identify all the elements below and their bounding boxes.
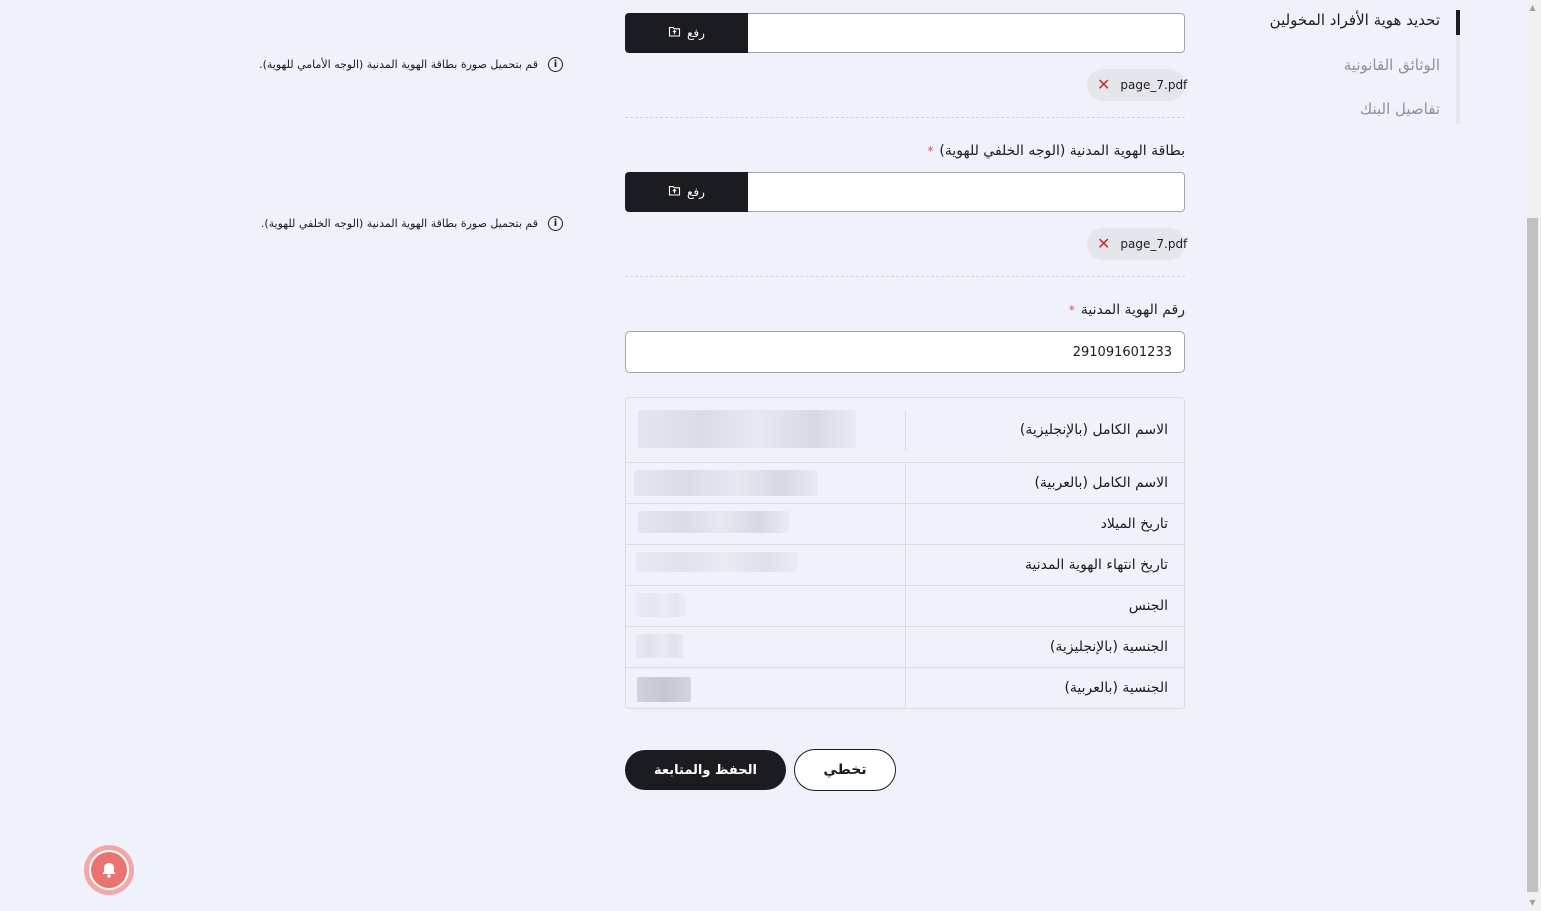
steps-active-indicator: [1456, 10, 1460, 35]
redacted-value: [636, 593, 686, 617]
front-id-hint: [259, 57, 563, 72]
column-separator: [905, 668, 906, 708]
close-icon[interactable]: ✕: [1097, 75, 1111, 94]
row-label: تاريخ انتهاء الهوية المدنية: [1025, 557, 1168, 573]
column-separator: [905, 545, 906, 585]
skip-button[interactable]: تخطي: [794, 749, 896, 791]
civil-id-input[interactable]: [625, 331, 1185, 373]
civil-id-value: 291091601233: [1072, 344, 1172, 360]
redacted-value: [638, 410, 856, 448]
table-row: [626, 462, 1184, 503]
column-separator: [905, 627, 906, 667]
info-icon: i: [548, 57, 563, 72]
table-row: [626, 585, 1184, 626]
redacted-value: [636, 634, 684, 658]
scroll-down-icon[interactable]: ▼: [1529, 898, 1536, 907]
scrollbar-thumb[interactable]: [1527, 218, 1538, 892]
front-id-file-field[interactable]: [748, 13, 1185, 53]
redacted-value: [636, 552, 798, 572]
front-id-upload-button[interactable]: [625, 13, 748, 53]
required-mark: *: [927, 144, 934, 158]
steps-nav: [1240, 0, 1462, 124]
file-name: page_7.pdf: [1120, 237, 1188, 251]
bell-icon: [89, 850, 129, 890]
required-mark: *: [1068, 303, 1075, 317]
row-label: الجنس: [1128, 598, 1168, 614]
redacted-value: [638, 511, 789, 533]
row-label: تاريخ الميلاد: [1100, 516, 1168, 532]
step-bank-details[interactable]: تفاصيل البنك: [1359, 100, 1440, 118]
civil-id-label: [1069, 302, 1185, 318]
label-text: رقم الهوية المدنية: [1080, 302, 1185, 318]
table-row: [626, 667, 1184, 708]
column-separator: [905, 504, 906, 544]
back-id-upload: [625, 172, 1185, 212]
table-row: [626, 503, 1184, 544]
id-details-table: [625, 397, 1185, 709]
step-legal-documents[interactable]: الوثائق القانونية: [1343, 56, 1440, 74]
row-label: الاسم الكامل (بالعربية): [1034, 475, 1168, 491]
section-divider: [625, 276, 1185, 277]
column-separator: [905, 410, 906, 450]
table-row: [626, 626, 1184, 667]
row-label: الاسم الكامل (بالإنجليزية): [1019, 422, 1168, 438]
notification-button[interactable]: [84, 845, 134, 895]
upload-file-icon: [668, 25, 681, 41]
hint-text: قم بتحميل صورة بطاقة الهوية المدنية (الوجه الأمامي للهوية).: [259, 58, 538, 71]
scroll-up-icon[interactable]: ▲: [1529, 3, 1536, 12]
hint-text: قم بتحميل صورة بطاقة الهوية المدنية (الوجه الخلفي للهوية).: [260, 217, 538, 230]
front-id-file-chip: [1087, 69, 1188, 101]
table-row: [626, 544, 1184, 585]
step-authorized-individuals[interactable]: تحديد هوية الأفراد المخولين: [1269, 11, 1440, 29]
column-separator: [905, 463, 906, 503]
file-name: page_7.pdf: [1120, 78, 1188, 92]
back-id-label: [927, 143, 1185, 159]
row-label: الجنسية (بالإنجليزية): [1049, 639, 1168, 655]
front-id-upload: [625, 13, 1185, 53]
upload-button-label: رفع: [687, 185, 705, 199]
upload-file-icon: [668, 184, 681, 200]
info-icon: i: [548, 216, 563, 231]
back-id-file-field[interactable]: [748, 172, 1185, 212]
back-id-hint: [261, 216, 563, 231]
label-text: بطاقة الهوية المدنية (الوجه الخلفي للهوية): [939, 143, 1185, 159]
back-id-file-chip: [1087, 228, 1188, 260]
redacted-value: [637, 677, 691, 702]
upload-button-label: رفع: [687, 26, 705, 40]
close-icon[interactable]: ✕: [1097, 234, 1111, 253]
section-divider: [625, 117, 1185, 118]
column-separator: [905, 586, 906, 626]
back-id-upload-button[interactable]: [625, 172, 748, 212]
table-row: [626, 398, 1184, 462]
row-label: الجنسية (بالعربية): [1064, 680, 1168, 696]
redacted-value: [634, 470, 818, 496]
steps-progress-track: [1456, 10, 1460, 124]
save-and-continue-button[interactable]: الحفظ والمتابعة: [625, 750, 786, 790]
